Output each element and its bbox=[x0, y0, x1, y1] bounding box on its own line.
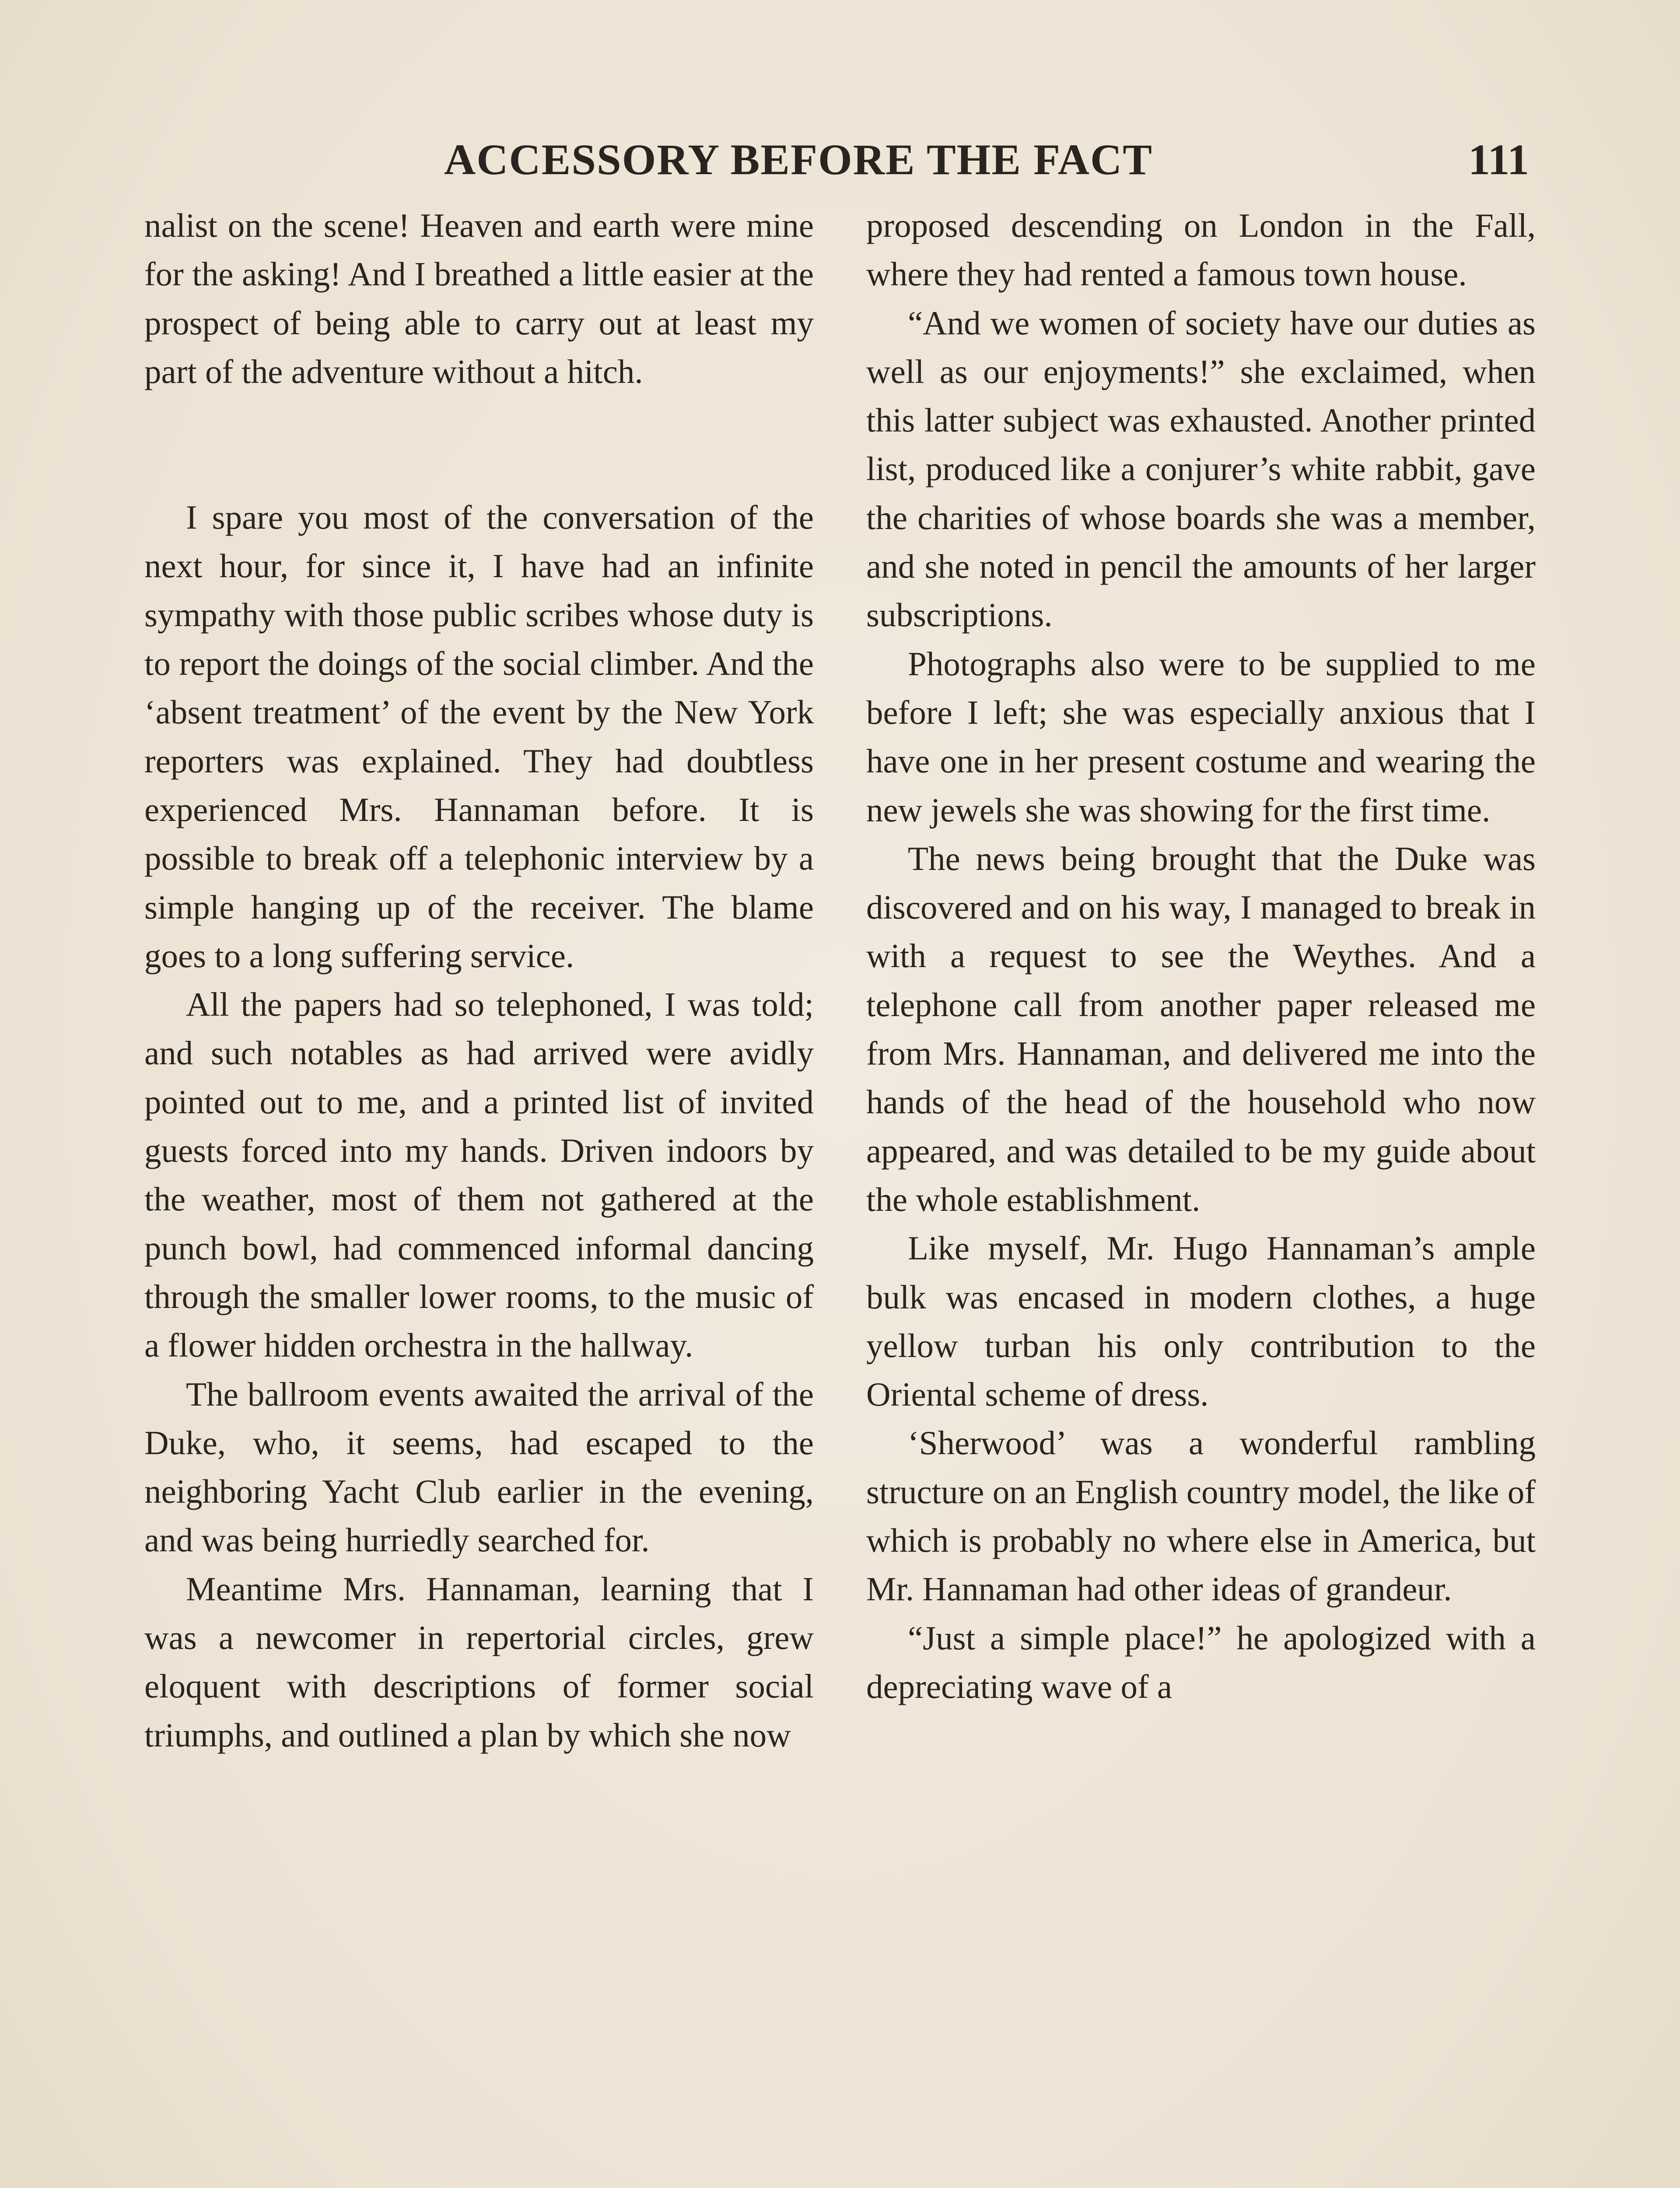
paragraph: Like myself, Mr. Hugo Hannaman’s ample bulk was encased in modern clothes, a huge yellow turban his only contribution to the Oriental scheme of dress. bbox=[866, 1229, 1536, 1413]
right-text-column bbox=[866, 201, 1536, 1711]
paragraph: Photographs also were to be supplied to me before I left; she was especially anxious that I have one in her present costume and wearing the new jewels she was showing for the first time. bbox=[866, 645, 1536, 829]
page-header bbox=[444, 127, 1529, 193]
paragraph: All the papers had so telephoned, I was told; and such notables as had arrived were avidly pointed out to me, and a printed list of invited guests forced into my hands. Driven indoors by the weather, most of them not gathered at the punch bowl, had commenced informal dancing through the smaller lower rooms, to the music of a flower hidden orchestra in the hallway. bbox=[144, 985, 814, 1364]
paragraph: ‘Sherwood’ was a wonderful rambling structure on an English country model, the like of which is probably no where else in America, but Mr. Hannaman had other ideas of grandeur. bbox=[866, 1424, 1536, 1608]
paragraph: The news being brought that the Duke was discovered and on his way, I managed to break in with a request to see the Weythes. And a telephone call from another paper released me from Mrs. Hannaman, and delivered me into the hands of the head of the household who now appeared, and was detailed to be my guide about the whole establishment. bbox=[866, 839, 1536, 1218]
paragraph: “And we women of society have our duties as well as our enjoyments!” she exclaimed, when this latter subject was exhausted. Another printed list, produced like a conjurer’s white rabbit, gave the charities of whose boards she was a member, and she noted in pencil the amounts of her larger subscriptions. bbox=[866, 304, 1536, 634]
paragraph: Meantime Mrs. Hannaman, learning that I was a newcomer in repertorial circles, grew eloquent with descriptions of former social triumphs, and outlined a plan by which she now bbox=[144, 1570, 814, 1754]
page-number: 111 bbox=[1468, 135, 1529, 184]
paragraph: nalist on the scene! Heaven and earth were mine for the asking! And I breathed a little easier at the prospect of being able to carry out at least my part of the adventure without a hitch. bbox=[144, 207, 814, 390]
left-text-column bbox=[144, 201, 814, 1760]
paragraph: proposed descending on London in the Fall, where they had rented a famous town house. bbox=[866, 207, 1536, 293]
paragraph: The ballroom events awaited the arrival of the Duke, who, it seems, had escaped to the neighboring Yacht Club earlier in the evening, and was being hurriedly searched for. bbox=[144, 1375, 814, 1559]
running-title: ACCESSORY BEFORE THE FACT bbox=[444, 135, 1153, 184]
paragraph: I spare you most of the conversation of the next hour, for since it, I have had an infinite sympathy with those public scribes whose duty is to report the doings of the social climber. And the ‘absent treatment’ of the event by the New York reporters was explained. They had doubtless experienced Mrs. Hannaman before. It is possible to break off a telephonic interview by a simple hanging up of the receiver. The blame goes to a long suffering service. bbox=[144, 498, 814, 975]
paragraph: “Just a simple place!” he apologized with a depreciating wave of a bbox=[866, 1619, 1536, 1705]
